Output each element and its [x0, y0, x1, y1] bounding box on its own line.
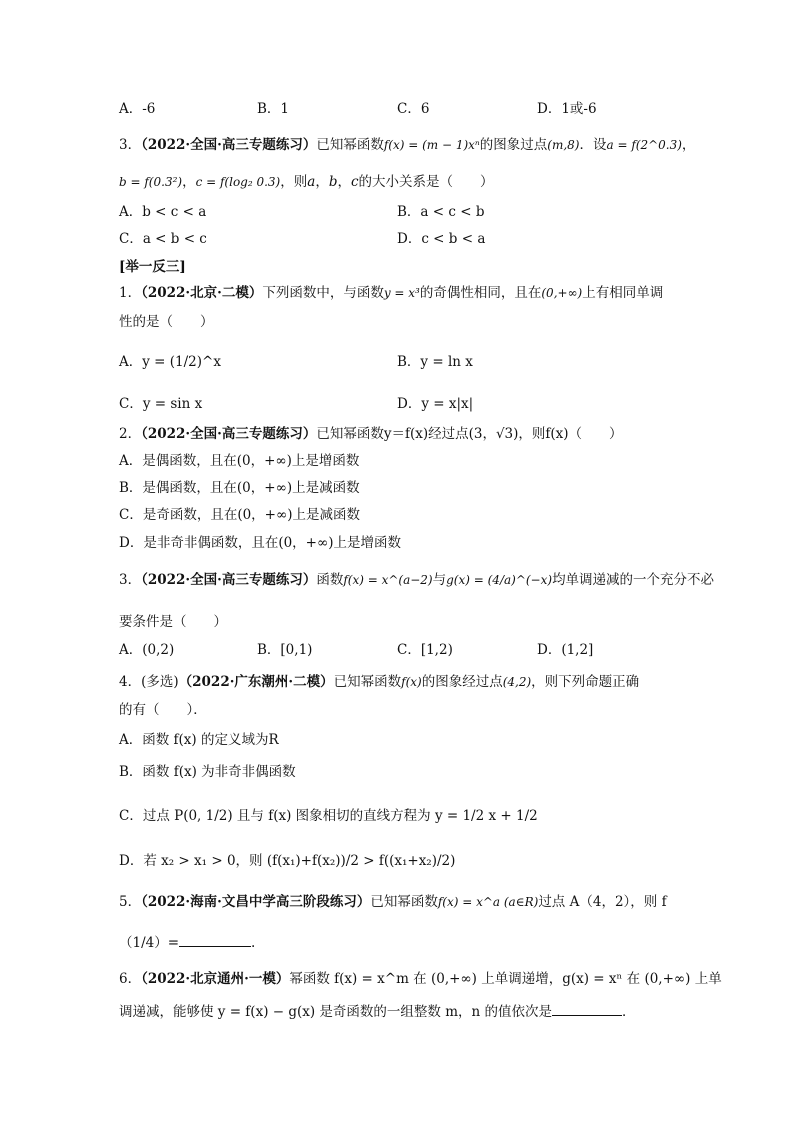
q3a-a-def: a = f(2^0.3) [606, 138, 682, 152]
q5-stem-line1: 5．（2022·海南·文昌中学高三阶段练习）已知幂函数f(x) = x^a (a∈R)过点 A（4，2），则 f [119, 894, 667, 910]
option-b: B．a < c < b [397, 204, 485, 220]
option-b: B．[0,1) [257, 642, 313, 658]
q1-interval: (0,+∞) [541, 286, 583, 300]
q3a-point: (m,8) [547, 138, 580, 152]
q3a-stem-line1: 3．（2022·全国·高三专题练习）已知幂函数f(x) = (m − 1)xⁿ的图象过点(m,8)．设a = f(2^0.3)， [119, 137, 696, 153]
option-c: C．y = sin x [119, 396, 203, 412]
q3a-stem-line2: b = f(0.3²)，c = f(log₂ 0.3)，则a，b，c的大小关系是（ ） [119, 174, 494, 190]
option-d: D．c < b < a [397, 231, 486, 247]
option-c: C．a < b < c [119, 231, 207, 247]
option-b: B．y = ln x [397, 354, 473, 370]
q3a-func: f(x) = (m − 1)xⁿ [383, 138, 480, 152]
q4-option-c: C．过点 P(0, 1/2) 且与 f(x) 图象相切的直线方程为 y = 1/2 x + 1/2 [119, 808, 538, 824]
q4-option-a: A．函数 f(x) 的定义域为R [119, 732, 279, 748]
q5-answer-blank[interactable] [179, 932, 251, 947]
q4-stem-line2: 的有（ ）． [119, 702, 207, 718]
q2-option-d: D．是非奇非偶函数，且在(0，+∞)上是增函数 [119, 535, 402, 551]
section-title: [举一反三] [119, 259, 186, 275]
q1-stem-line1: 1．（2022·北京·二模）下列函数中，与函数y = x³的奇偶性相同，且在(0,+∞)上有相同单调 [119, 285, 664, 301]
q5-func: f(x) = x^a (a∈R) [437, 895, 539, 909]
q1-source: （2022·北京·二模） [141, 285, 263, 301]
q4-point: (4,2) [502, 675, 532, 689]
q2-option-a: A．是偶函数，且在(0，+∞)上是增函数 [119, 453, 360, 469]
q6-source: （2022·北京通州·一模） [141, 971, 290, 987]
option-a: A．b < c < a [119, 204, 207, 220]
q4-option-b: B．函数 f(x) 为非奇非偶函数 [119, 764, 296, 780]
q5-source: （2022·海南·文昌中学高三阶段练习） [141, 894, 371, 910]
option-d: D．1或-6 [537, 101, 597, 117]
option-d: D．y = x|x| [397, 396, 474, 412]
q3a-c-def: c = f(log₂ 0.3) [195, 175, 281, 189]
q4-option-d: D．若 x₂ > x₁ > 0，则 (f(x₁)+f(x₂))/2 > f((x₁+x₂)/2) [119, 853, 456, 869]
q4-stem-line1: 4．(多选)（2022·广东潮州·二模）已知幂函数f(x)的图象经过点(4,2)，则下列命题正确 [119, 674, 640, 690]
q4-source: （2022·广东潮州·二模） [178, 674, 334, 690]
q1-stem-line2: 性的是（ ） [119, 314, 214, 330]
q3b-f-def: f(x) = x^(a−2) [343, 573, 433, 587]
option-b: B．1 [257, 101, 290, 117]
option-c: C．6 [397, 101, 430, 117]
q3b-g-def: g(x) = (4/a)^(−x) [446, 573, 553, 587]
q5-stem-line2: （1/4）= . [119, 932, 255, 953]
option-a: A．y = (1/2)^x [119, 354, 221, 370]
q3b-stem-line2: 要条件是（ ） [119, 614, 227, 630]
q6-stem-line2: 调递减，能够使 y = f(x) − g(x) 是奇函数的一组整数 m，n 的值依次是 ． [119, 1001, 636, 1022]
q6-answer-blank[interactable] [552, 1001, 622, 1016]
q3a-b-def: b = f(0.3²) [119, 175, 183, 189]
q3b-source: （2022·全国·高三专题练习） [141, 572, 317, 588]
q2-option-c: C．是奇函数，且在(0，+∞)上是减函数 [119, 507, 361, 523]
q6-stem-line1: 6．（2022·北京通州·一模）幂函数 f(x) = x^m 在 (0,+∞) 上单调递增，g(x) = xⁿ 在 (0,+∞) 上单 [119, 971, 722, 987]
option-c: C．[1,2) [397, 642, 453, 658]
q2-option-b: B．是偶函数，且在(0，+∞)上是减函数 [119, 480, 360, 496]
q3b-stem-line1: 3．（2022·全国·高三专题练习）函数f(x) = x^(a−2)与g(x) = (4/a)^(−x)均单调递减的一个充分不必 [119, 572, 715, 588]
option-a: A．(0,2) [119, 642, 175, 658]
option-a: A．-6 [119, 101, 156, 117]
q1-func: y = x³ [383, 286, 420, 300]
q3a-source: （2022·全国·高三专题练习） [141, 137, 317, 153]
q2-stem: 2．（2022·全国·高三专题练习）已知幂函数y＝f(x)经过点(3，√3)，则f(x)（ ） [119, 426, 623, 442]
q2-source: （2022·全国·高三专题练习） [141, 426, 317, 442]
option-d: D．(1,2] [537, 642, 594, 658]
